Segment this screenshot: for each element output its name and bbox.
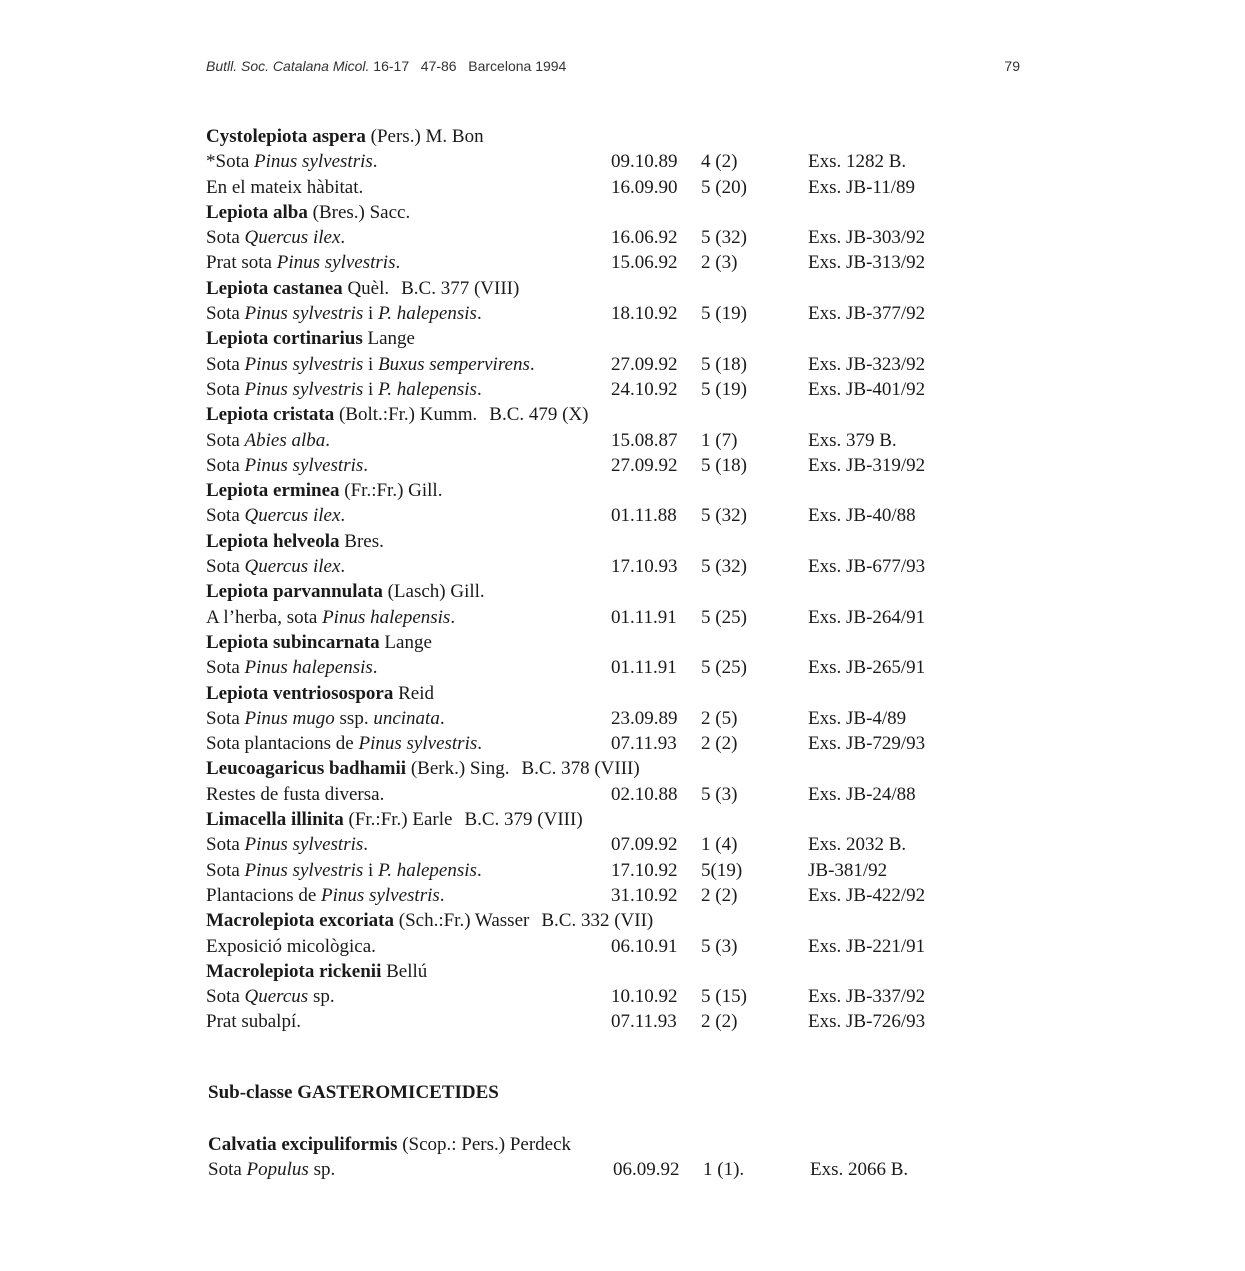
species-name: Leucoagaricus badhamii (206, 758, 407, 780)
journal-volume: 16-17 (373, 58, 410, 74)
species-row (206, 529, 966, 554)
habitat-taxon: Pinus sylvestris (321, 884, 440, 906)
collection-date: 23.09.89 (611, 707, 678, 729)
collection-date: 10.10.92 (611, 986, 678, 1008)
species-author: Bres. (339, 530, 384, 552)
habitat-text (206, 934, 376, 959)
habitat-text (206, 225, 345, 250)
habitat-prefix: Sota (206, 378, 245, 400)
habitat-suffix: . (477, 733, 482, 755)
habitat-taxon: Quercus ilex (244, 227, 341, 249)
habitat-taxon: Quercus ilex (244, 556, 341, 578)
collection-date: 01.11.91 (611, 606, 677, 628)
species-row (206, 200, 966, 225)
habitat-prefix: Plantacions de (206, 884, 322, 906)
species-name: Lepiota helveola (206, 530, 340, 552)
observation-row (206, 352, 966, 377)
specimen-count: 1 (7) (701, 429, 738, 451)
specimen-count: 5 (25) (701, 657, 747, 679)
species-bc-reference: B.C. 377 (VIII) (401, 277, 520, 299)
habitat-suffix: . (363, 454, 369, 476)
specimen-count: 2 (5) (701, 707, 738, 729)
habitat-taxon-2: P. halepensis (378, 859, 477, 881)
observation-row (206, 934, 966, 959)
herbarium-reference: Exs. JB-319/92 (808, 454, 926, 476)
observation-row (206, 782, 966, 807)
species-author: Lange (379, 631, 432, 653)
habitat-taxon: Pinus sylvestris (244, 303, 364, 325)
habitat-suffix: . (372, 657, 378, 679)
species-bc-reference: B.C. 332 (VII) (541, 910, 654, 932)
species-row (206, 681, 966, 706)
habitat-suffix: . (439, 707, 445, 729)
herbarium-reference: Exs. JB-401/92 (808, 378, 926, 400)
habitat-suffix: . (363, 834, 369, 856)
page-number: 79 (1004, 58, 1020, 74)
herbarium-reference: Exs. JB-264/91 (808, 606, 926, 628)
habitat-text (206, 984, 335, 1009)
collection-date: 07.11.93 (611, 733, 677, 755)
habitat-taxon: Pinus sylvestris (244, 859, 364, 881)
habitat-text (206, 175, 363, 200)
herbarium-reference: Exs. JB-40/88 (808, 505, 916, 527)
habitat-text (206, 250, 400, 275)
habitat-taxon: Quercus ilex (244, 505, 341, 527)
herbarium-reference: Exs. JB-377/92 (808, 303, 926, 325)
species-heading (206, 529, 384, 554)
habitat-prefix: Prat sota (206, 252, 277, 274)
collection-date: 07.09.92 (611, 834, 678, 856)
observation-row (206, 503, 966, 528)
habitat-text (206, 352, 535, 377)
habitat-text (206, 832, 368, 857)
species-name: Limacella illinita (206, 809, 344, 831)
herbarium-reference: Exs. JB-11/89 (808, 176, 915, 198)
species-row (206, 908, 966, 933)
herbarium-reference: Exs. JB-4/89 (808, 707, 907, 729)
habitat-connector: i (363, 378, 379, 400)
collection-date: 01.11.91 (611, 657, 677, 679)
habitat-text (206, 655, 378, 680)
habitat-text (206, 301, 482, 326)
observation-row (206, 858, 966, 883)
habitat-text (206, 731, 482, 756)
specimen-count: 1 (1). (703, 1159, 745, 1181)
observation-row (206, 453, 966, 478)
herbarium-reference: Exs. JB-303/92 (808, 227, 926, 249)
species-author: Reid (393, 682, 434, 704)
habitat-taxon-2: Buxus sempervirens (378, 353, 530, 375)
observation-row (206, 225, 966, 250)
journal-title: Butll. Soc. Catalana Micol. (206, 58, 370, 74)
species-heading (206, 124, 484, 149)
species-name: Lepiota parvannulata (206, 581, 383, 603)
observation-row (206, 883, 966, 908)
species-heading (206, 402, 589, 427)
habitat-connector: sp. (308, 1159, 336, 1181)
herbarium-reference: Exs. JB-24/88 (808, 783, 916, 805)
habitat-taxon: Pinus sylvestris (244, 353, 364, 375)
species-author: (Berk.) Sing. (406, 758, 510, 780)
observation-row (206, 605, 966, 630)
habitat-suffix: . (476, 859, 482, 881)
species-author: Lange (362, 328, 415, 350)
species-author: (Lasch) Gill. (382, 581, 485, 603)
herbarium-reference: Exs. JB-729/93 (808, 733, 926, 755)
habitat-text (206, 706, 445, 731)
specimen-count: 5 (3) (701, 783, 738, 805)
observation-row (206, 175, 966, 200)
habitat-taxon: Abies alba (244, 429, 326, 451)
collection-date: 31.10.92 (611, 884, 678, 906)
species-author: (Pers.) M. Bon (365, 126, 484, 147)
species-name: Lepiota erminea (206, 480, 340, 502)
habitat-text (206, 782, 384, 807)
habitat-suffix: . (340, 227, 346, 249)
habitat-taxon: Pinus sylvestris (254, 151, 373, 173)
habitat-text (206, 883, 445, 908)
habitat-suffix: . (372, 151, 378, 173)
habitat-prefix: Sota (206, 834, 245, 856)
habitat-prefix: Sota (206, 454, 245, 476)
species-heading (206, 959, 427, 984)
species-heading (206, 756, 640, 781)
habitat-connector: sp. (308, 986, 335, 1008)
habitat-suffix: . (340, 556, 346, 578)
habitat-prefix: En el mateix hàbitat. (206, 176, 364, 198)
observation-row (206, 731, 966, 756)
specimen-count: 5 (15) (701, 986, 747, 1008)
habitat-taxon: Pinus sylvestris (244, 454, 364, 476)
habitat-taxon: Pinus halepensis (244, 657, 373, 679)
specimen-count: 5 (3) (701, 935, 738, 957)
herbarium-reference: Exs. JB-323/92 (808, 353, 926, 375)
habitat-connector: i (363, 353, 379, 375)
habitat-prefix: Prat subalpí. (206, 1011, 301, 1033)
species-heading (206, 326, 415, 351)
specimen-count: 2 (2) (701, 733, 738, 755)
collection-date: 07.11.93 (611, 1011, 677, 1033)
habitat-suffix: . (439, 884, 445, 906)
habitat-prefix: Sota (206, 707, 245, 729)
species-author: Quèl. (342, 277, 390, 299)
species-name: Lepiota ventriosospora (206, 682, 394, 704)
herbarium-reference: Exs. 379 B. (808, 429, 897, 451)
species-heading (206, 908, 653, 933)
habitat-taxon: Pinus sylvestris (358, 733, 478, 755)
species-author: (Bolt.:Fr.) Kumm. (334, 404, 478, 426)
species-row (206, 807, 966, 832)
collection-date: 24.10.92 (611, 378, 678, 400)
habitat-text (206, 377, 482, 402)
herbarium-reference: JB-381/92 (808, 859, 888, 881)
specimen-count: 2 (2) (701, 884, 738, 906)
specimen-count: 5 (18) (701, 353, 747, 375)
observation-row (206, 301, 966, 326)
habitat-suffix: . (450, 606, 456, 628)
species-name: Calvatia excipuliformis (208, 1134, 398, 1155)
specimen-count: 5 (19) (701, 303, 747, 325)
habitat-prefix: Sota (206, 859, 245, 881)
collection-date: 16.06.92 (611, 227, 678, 249)
habitat-taxon: Pinus sylvestris (276, 252, 396, 274)
habitat-text (206, 554, 345, 579)
habitat-suffix: . (476, 303, 482, 325)
species-author: (Fr.:Fr.) Gill. (339, 480, 443, 502)
species-row (206, 756, 966, 781)
habitat-taxon: Pinus sylvestris (244, 834, 364, 856)
habitat-text (206, 605, 455, 630)
species-row (208, 1132, 968, 1157)
habitat-taxon-2: P. halepensis (378, 303, 477, 325)
habitat-suffix: . (340, 505, 346, 527)
species-bc-reference: B.C. 378 (VIII) (521, 758, 640, 780)
species-bc-reference: B.C. 379 (VIII) (464, 809, 583, 831)
collection-date: 15.06.92 (611, 252, 678, 274)
observation-row (206, 428, 966, 453)
species-row (206, 579, 966, 604)
herbarium-reference: Exs. 2066 B. (810, 1159, 909, 1181)
journal-pages: 47-86 (420, 58, 457, 74)
habitat-prefix: Sota (206, 505, 245, 527)
habitat-taxon: Quercus (244, 986, 309, 1008)
herbarium-reference: Exs. JB-313/92 (808, 252, 926, 274)
specimen-count: 4 (2) (701, 151, 738, 173)
specimen-count: 5 (32) (701, 556, 747, 578)
habitat-prefix: Sota (206, 303, 245, 325)
species-author: Bellú (381, 960, 428, 982)
habitat-suffix: . (395, 252, 401, 274)
species-author: (Scop.: Pers.) Perdeck (397, 1134, 572, 1155)
habitat-prefix: Sota (206, 429, 245, 451)
species-heading (208, 1132, 571, 1157)
collection-date: 09.10.89 (611, 151, 678, 173)
species-author: (Fr.:Fr.) Earle (343, 809, 453, 831)
habitat-prefix: *Sota (206, 151, 255, 173)
species-heading (206, 579, 485, 604)
species-author: (Sch.:Fr.) Wasser (394, 910, 530, 932)
herbarium-reference: Exs. JB-265/91 (808, 657, 926, 679)
species-name: Cystolepiota aspera (206, 126, 366, 147)
observation-row (206, 377, 966, 402)
habitat-prefix: Sota (206, 227, 245, 249)
observation-row (206, 149, 966, 174)
species-heading (206, 681, 434, 706)
collection-date: 06.09.92 (613, 1159, 680, 1181)
species-bc-reference: B.C. 479 (X) (489, 404, 589, 426)
species-name: Lepiota castanea (206, 277, 343, 299)
observation-row (208, 1157, 968, 1182)
habitat-suffix: . (325, 429, 331, 451)
habitat-text (206, 149, 378, 174)
habitat-prefix: Sota (206, 657, 245, 679)
habitat-prefix: Sota plantacions de (206, 733, 359, 755)
records-list-gasteromicetides (208, 1132, 968, 1183)
species-heading (206, 200, 410, 225)
specimen-count: 5 (18) (701, 454, 747, 476)
specimen-count: 5 (32) (701, 505, 747, 527)
observation-row (206, 706, 966, 731)
herbarium-reference: Exs. 2032 B. (808, 834, 907, 856)
habitat-text (206, 428, 330, 453)
habitat-prefix: Sota (208, 1159, 247, 1181)
habitat-taxon: Pinus mugo (244, 707, 335, 729)
habitat-connector: i (363, 859, 379, 881)
habitat-prefix: Sota (206, 353, 245, 375)
observation-row (206, 250, 966, 275)
habitat-prefix: Sota (206, 986, 245, 1008)
species-name: Lepiota cortinarius (206, 328, 363, 350)
habitat-taxon-2: uncinata (373, 707, 440, 729)
habitat-prefix: Sota (206, 556, 245, 578)
habitat-connector: ssp. (334, 707, 374, 729)
collection-date: 17.10.92 (611, 859, 678, 881)
specimen-count: 2 (2) (701, 1011, 738, 1033)
journal-citation (206, 58, 566, 74)
species-row (206, 959, 966, 984)
habitat-connector: i (363, 303, 379, 325)
habitat-taxon: Populus (246, 1159, 309, 1181)
species-heading (206, 630, 432, 655)
journal-place-year: Barcelona 1994 (468, 58, 567, 74)
habitat-suffix: . (529, 353, 535, 375)
habitat-text (206, 858, 482, 883)
species-heading (206, 276, 519, 301)
habitat-taxon: Pinus sylvestris (244, 378, 364, 400)
habitat-prefix: Restes de fusta diversa. (206, 783, 385, 805)
species-heading (206, 807, 583, 832)
herbarium-reference: Exs. JB-337/92 (808, 986, 926, 1008)
species-name: Lepiota alba (206, 201, 308, 223)
species-author: (Bres.) Sacc. (307, 201, 411, 223)
specimen-count: 5 (20) (701, 176, 747, 198)
habitat-text (206, 453, 368, 478)
herbarium-reference: Exs. JB-422/92 (808, 884, 926, 906)
collection-date: 01.11.88 (611, 505, 677, 527)
species-name: Macrolepiota rickenii (206, 960, 382, 982)
herbarium-reference: Exs. JB-677/93 (808, 556, 926, 578)
species-name: Lepiota cristata (206, 404, 335, 426)
records-list (206, 124, 966, 1035)
specimen-count: 5 (19) (701, 378, 747, 400)
section-title: Sub-classe GASTEROMICETIDES (208, 1082, 499, 1103)
habitat-taxon: Pinus halepensis (322, 606, 451, 628)
species-name: Macrolepiota excoriata (206, 910, 394, 932)
habitat-prefix: A l’herba, sota (206, 606, 323, 628)
collection-date: 27.09.92 (611, 454, 678, 476)
habitat-text (206, 503, 345, 528)
habitat-suffix: . (476, 378, 482, 400)
species-row (206, 276, 966, 301)
species-row (206, 326, 966, 351)
specimen-count: 1 (4) (701, 834, 738, 856)
habitat-text (208, 1157, 335, 1182)
collection-date: 16.09.90 (611, 176, 678, 198)
species-row (206, 478, 966, 503)
observation-row (206, 655, 966, 680)
species-name: Lepiota subincarnata (206, 631, 380, 653)
herbarium-reference: Exs. JB-221/91 (808, 935, 926, 957)
observation-row (206, 554, 966, 579)
herbarium-reference: Exs. JB-726/93 (808, 1011, 926, 1033)
collection-date: 02.10.88 (611, 783, 678, 805)
herbarium-reference: Exs. 1282 B. (808, 151, 907, 173)
collection-date: 15.08.87 (611, 429, 678, 451)
collection-date: 27.09.92 (611, 353, 678, 375)
species-heading (206, 478, 442, 503)
observation-row (206, 984, 966, 1009)
species-row (206, 630, 966, 655)
collection-date: 17.10.93 (611, 556, 678, 578)
specimen-count: 2 (3) (701, 252, 738, 274)
habitat-taxon-2: P. halepensis (378, 378, 477, 400)
specimen-count: 5 (32) (701, 227, 747, 249)
habitat-text (206, 1009, 301, 1034)
observation-row (206, 1009, 966, 1034)
observation-row (206, 832, 966, 857)
collection-date: 06.10.91 (611, 935, 678, 957)
specimen-count: 5(19) (701, 859, 743, 881)
species-row (206, 402, 966, 427)
specimen-count: 5 (25) (701, 606, 747, 628)
collection-date: 18.10.92 (611, 303, 678, 325)
running-header (206, 58, 1020, 78)
habitat-prefix: Exposició micològica. (206, 935, 376, 957)
species-row (206, 124, 966, 149)
